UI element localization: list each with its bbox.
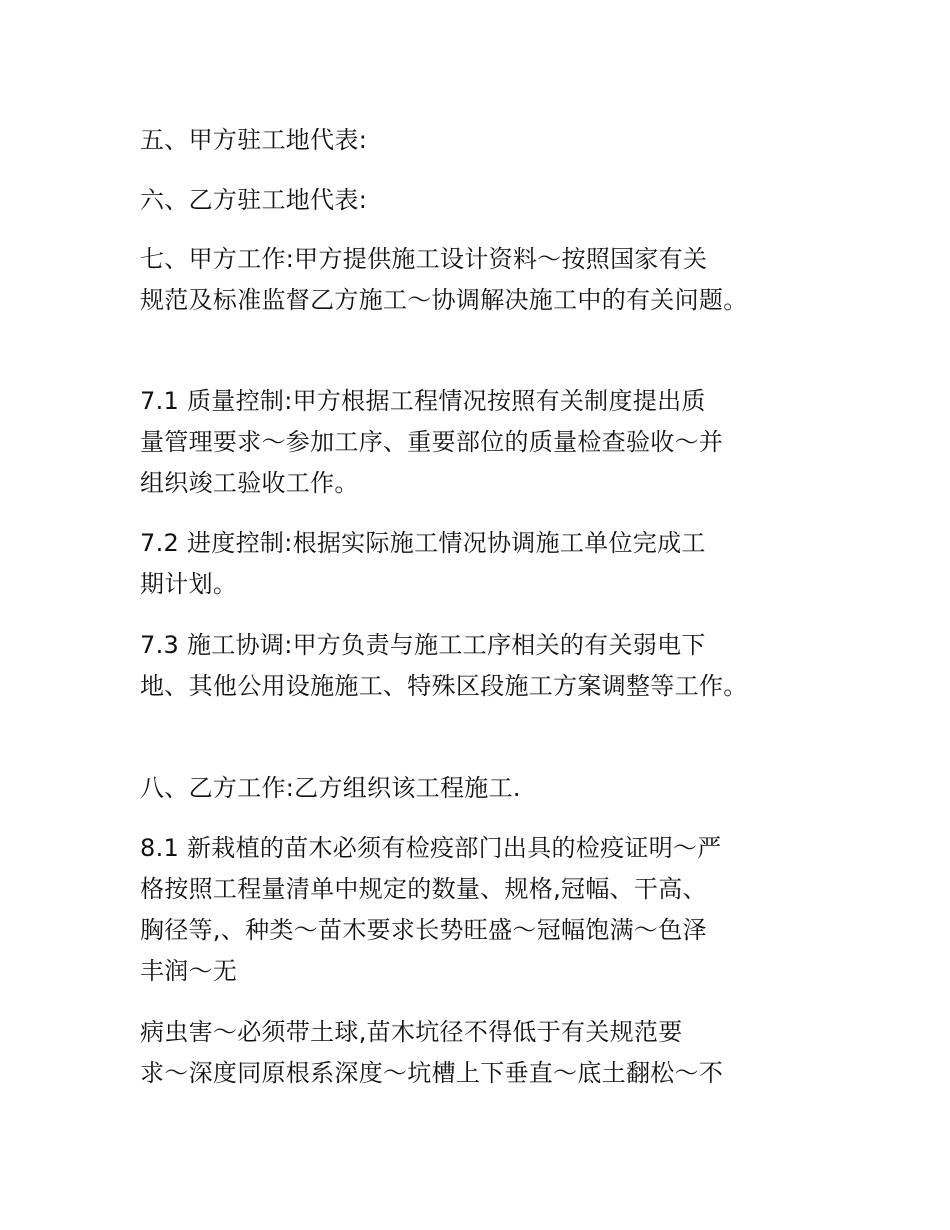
text-line: 7.1 质量控制:甲方根据工程情况按照有关制度提出质 bbox=[140, 387, 706, 415]
text-line: 组织竣工验收工作。 bbox=[140, 469, 359, 497]
text-line: 地、其他公用设施施工、特殊区段施工方案调整等工作。 bbox=[140, 672, 748, 700]
text-line: 7.3 施工协调:甲方负责与施工工序相关的有关弱电下 bbox=[140, 631, 706, 659]
text-line: 八、乙方工作:乙方组织该工程施工. bbox=[140, 774, 521, 802]
text-line: 格按照工程量清单中规定的数量、规格,冠幅、干高、 bbox=[140, 875, 707, 903]
text-line: 8.1 新栽植的苗木必须有检疫部门出具的检疫证明～严 bbox=[140, 834, 722, 862]
text-line: 病虫害～必须带土球,苗木坑径不得低于有关规范要 bbox=[140, 1018, 683, 1046]
text-line: 7.2 进度控制:根据实际施工情况协调施工单位完成工 bbox=[140, 529, 706, 557]
section-7-3-paragraph bbox=[140, 625, 840, 707]
section-8-1-continued-paragraph bbox=[140, 1012, 840, 1094]
section-8-1-paragraph bbox=[140, 828, 840, 992]
text-line: 期计划。 bbox=[140, 570, 238, 598]
text-line: 丰润～无 bbox=[140, 957, 238, 985]
section-7-2-paragraph bbox=[140, 523, 840, 605]
section-6-paragraph bbox=[140, 180, 840, 221]
text-line: 六、乙方驻工地代表: bbox=[140, 186, 368, 214]
text-line: 规范及标准监督乙方施工～协调解决施工中的有关问题。 bbox=[140, 286, 748, 314]
text-line: 五、甲方驻工地代表: bbox=[140, 126, 368, 154]
section-5-paragraph bbox=[140, 120, 840, 161]
text-line: 胸径等,、种类～苗木要求长势旺盛～冠幅饱满～色泽 bbox=[140, 916, 707, 944]
section-7-1-paragraph bbox=[140, 381, 840, 504]
text-line: 七、甲方工作:甲方提供施工设计资料～按照国家有关 bbox=[140, 245, 708, 273]
text-line: 求～深度同原根系深度～坑槽上下垂直～底土翻松～不 bbox=[140, 1059, 724, 1087]
text-line: 量管理要求～参加工序、重要部位的质量检查验收～并 bbox=[140, 428, 724, 456]
section-8-paragraph bbox=[140, 768, 840, 809]
section-7-paragraph bbox=[140, 239, 840, 321]
